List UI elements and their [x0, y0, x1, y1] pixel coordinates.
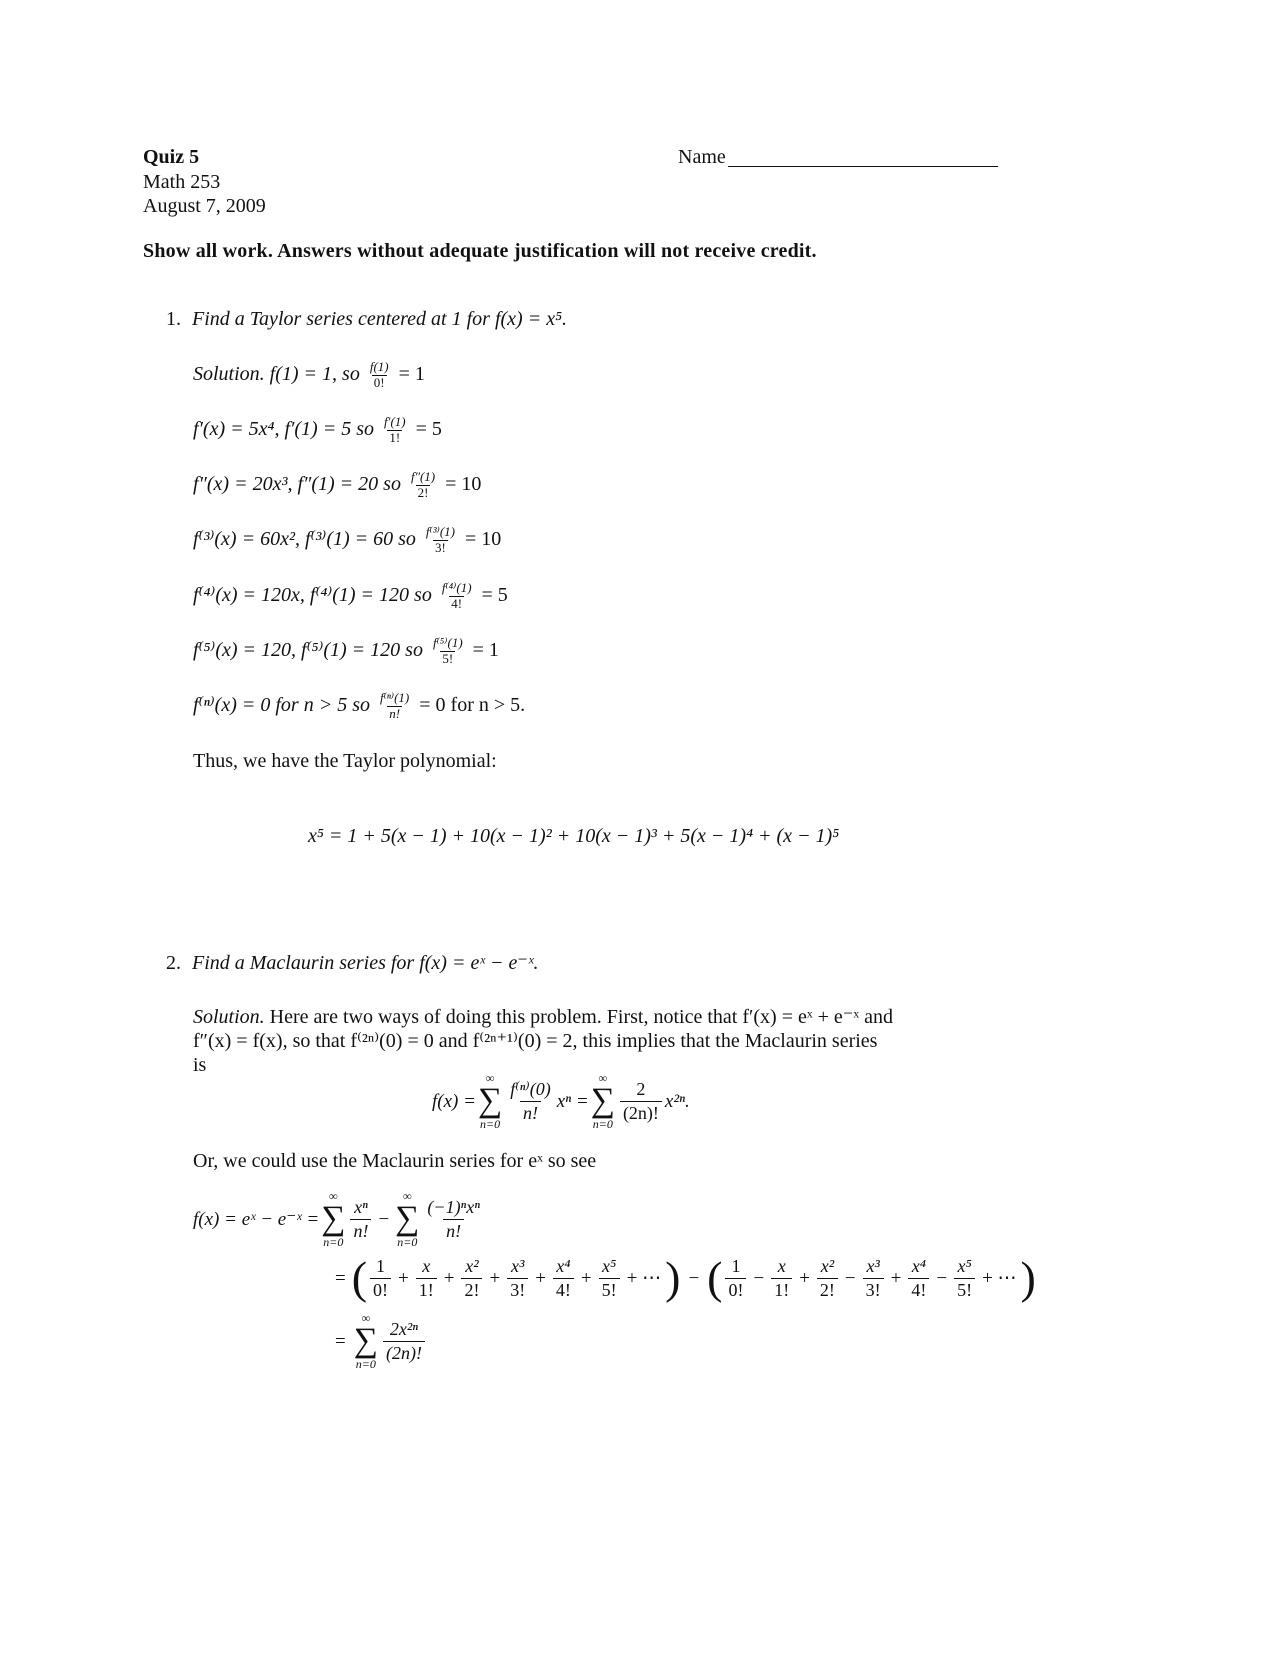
p2-solution-label: Solution.	[193, 1006, 265, 1028]
eq2-final-fraction: $\frac{\text{2x²ⁿ}}{(2n)!}$	[383, 1318, 425, 1364]
series2-term: $\frac{\text{x⁴}}{4!}$	[908, 1255, 929, 1301]
p1-line-2	[193, 470, 481, 501]
p1-line-4	[193, 581, 508, 612]
series2-term: $\frac{\text{x³}}{3!}$	[863, 1255, 884, 1301]
problem-2-text: Find a Maclaurin series for f(x) = eˣ − e⁻ˣ.	[192, 952, 539, 974]
p2-equation-1	[432, 1072, 690, 1130]
p1-line-5	[193, 636, 499, 667]
p1-line-result: = 1	[472, 639, 499, 662]
series2-term: $\frac{1}{0!}$	[725, 1255, 746, 1301]
eq1-fraction-1: $\frac{\text{f⁽ⁿ⁾(0)}}{n!}$	[510, 1079, 551, 1123]
course-name: Math 253	[143, 171, 221, 193]
p2-solution-text-1: Here are two ways of doing this problem. First, notice that f′(x) = eˣ + e⁻ˣ and	[269, 1006, 894, 1028]
p1-line-result: = 10	[445, 473, 482, 496]
series1-term: $\frac{\text{x³}}{3!}$	[507, 1255, 528, 1301]
quiz-date: August 7, 2009	[143, 195, 266, 217]
eq2-term-1: $\frac{\text{xⁿ}}{n!}$	[350, 1196, 371, 1242]
p1-line-3	[193, 525, 501, 556]
p2-solution-line-1	[193, 1007, 893, 1027]
eq1-end: x²ⁿ.	[664, 1090, 690, 1112]
name-blank-line	[728, 148, 998, 167]
p1-line-result: = 10	[464, 528, 502, 551]
instructions: Show all work. Answers without adequate justification will not receive credit.	[143, 240, 817, 262]
eq1-middle: xⁿ =	[556, 1090, 589, 1112]
series2-term: $\frac{\text{x²}}{2!}$	[817, 1255, 838, 1301]
summation-sign: ∞ ∑ n=0	[353, 1311, 378, 1371]
p1-line-0	[193, 360, 425, 391]
p2-equation-2-line-1: f(x) = eˣ − e⁻ˣ = ∞ ∑ n=0 $\frac{\text{xⁿ}}{n!}$ − ∞ ∑ n=0 $\frac{\text{(−1)ⁿxⁿ}}{n!}$	[193, 1190, 486, 1248]
summation-sign: ∞ ∑ n=0	[590, 1071, 615, 1131]
summation-sign: ∞ ∑ n=0	[395, 1189, 420, 1249]
p1-line-result: = 1	[398, 363, 425, 386]
p2-equation-2-line-2: = ( $\frac{1}{0!}$ + $\frac{x}{1!}$ + $\frac{\text{x²}}{2!}$ + $\frac{\text{x³}}{3!}$ + $\frac{\text{x⁴}}{4!}$ + $\frac{\text{x⁵}}{5!}$ + ⋯ ) − ( $\frac{1}{0!}$ − $\frac{x}{1!}$ + $\frac{\text{x²}}{2!}$ − $\frac{\text{x³}}{3!}$ + $\frac{\text{x⁴}}{4!}$ − $\frac{\text{x⁵}}{5!}$ + ⋯ )	[335, 1252, 1036, 1303]
name-label: Name	[678, 146, 726, 168]
p1-line-6	[193, 691, 525, 722]
eq1-lhs: f(x) =	[432, 1090, 476, 1112]
series1-term: $\frac{\text{x⁵}}{5!}$	[599, 1255, 620, 1301]
problem-1-number: 1.	[166, 308, 181, 330]
p1-taylor-polynomial: x⁵ = 1 + 5(x − 1) + 10(x − 1)² + 10(x − 1)³ + 5(x − 1)⁴ + (x − 1)⁵	[308, 825, 840, 847]
p1-fraction: $\frac{f(1)}{0!}$	[369, 359, 389, 390]
p1-line-text: f⁽⁴⁾(x) = 120x, f⁽⁴⁾(1) = 120 so	[193, 584, 432, 607]
p1-line-result: = 0 for n > 5.	[419, 694, 526, 717]
p1-fraction: $\frac{\text{f⁽³⁾(1)}}{3!}$	[425, 524, 455, 555]
p2-or-line: Or, we could use the Maclaurin series for eˣ so see	[193, 1150, 597, 1172]
problem-1-statement	[166, 309, 567, 329]
p1-line-result: = 5	[481, 584, 508, 607]
p1-line-result: = 5	[415, 418, 442, 441]
series2-term: $\frac{\text{x⁵}}{5!}$	[954, 1255, 975, 1301]
eq2-term-2: $\frac{\text{(−1)ⁿxⁿ}}{n!}$	[427, 1197, 480, 1241]
p2-equation-2-line-3: = ∞ ∑ n=0 $\frac{\text{2x²ⁿ}}{(2n)!}$	[335, 1312, 428, 1370]
p1-conclusion: Thus, we have the Taylor polynomial:	[193, 750, 497, 772]
series1-term: $\frac{\text{x⁴}}{4!}$	[553, 1255, 574, 1301]
p1-line-text: f⁽ⁿ⁾(x) = 0 for n > 5 so	[193, 694, 370, 717]
p1-line-text: f′(x) = 5x⁴, f′(1) = 5 so	[193, 418, 374, 441]
p1-line-text: f(1) = 1, so	[269, 363, 360, 386]
p1-fraction: $\frac{f'(1)}{1!}$	[384, 414, 406, 445]
name-field	[678, 147, 998, 167]
p1-fraction: $\frac{f''(1)}{2!}$	[410, 469, 436, 500]
series1-term: $\frac{1}{0!}$	[370, 1255, 391, 1301]
series1-term: $\frac{\text{x²}}{2!}$	[461, 1255, 482, 1301]
summation-sign: ∞ ∑ n=0	[477, 1071, 503, 1131]
p1-line-text: f⁽³⁾(x) = 60x², f⁽³⁾(1) = 60 so	[193, 528, 416, 551]
problem-2-number: 2.	[166, 952, 181, 974]
p1-line-text: f″(x) = 20x³, f″(1) = 20 so	[193, 473, 401, 496]
quiz-title: Quiz 5	[143, 146, 200, 168]
p1-fraction: $\frac{\text{f⁽ⁿ⁾(1)}}{n!}$	[380, 690, 410, 721]
series2-term: $\frac{x}{1!}$	[771, 1255, 792, 1301]
p2-solution-line-3: is	[193, 1054, 207, 1076]
p2-solution-line-2: f″(x) = f(x), so that f⁽²ⁿ⁾(0) = 0 and f⁽²ⁿ⁺¹⁾(0) = 2, this implies that the Maclaurin series	[193, 1030, 878, 1052]
p1-solution-label: Solution.	[193, 363, 265, 386]
p1-fraction: $\frac{\text{f⁽⁵⁾(1)}}{5!}$	[432, 635, 463, 666]
problem-2-statement	[166, 953, 539, 973]
eq1-fraction-2: $\frac{2}{(2n)!}$	[620, 1078, 662, 1124]
p1-line-text: f⁽⁵⁾(x) = 120, f⁽⁵⁾(1) = 120 so	[193, 639, 423, 662]
summation-sign: ∞ ∑ n=0	[321, 1189, 346, 1249]
eq2-lhs: f(x) = eˣ − e⁻ˣ =	[193, 1208, 320, 1230]
p1-fraction: $\frac{\text{f⁽⁴⁾(1)}}{4!}$	[441, 580, 472, 611]
p1-line-1	[193, 415, 442, 446]
problem-1-text: Find a Taylor series centered at 1 for f(x) = x⁵.	[192, 308, 568, 330]
series1-term: $\frac{x}{1!}$	[416, 1255, 437, 1301]
